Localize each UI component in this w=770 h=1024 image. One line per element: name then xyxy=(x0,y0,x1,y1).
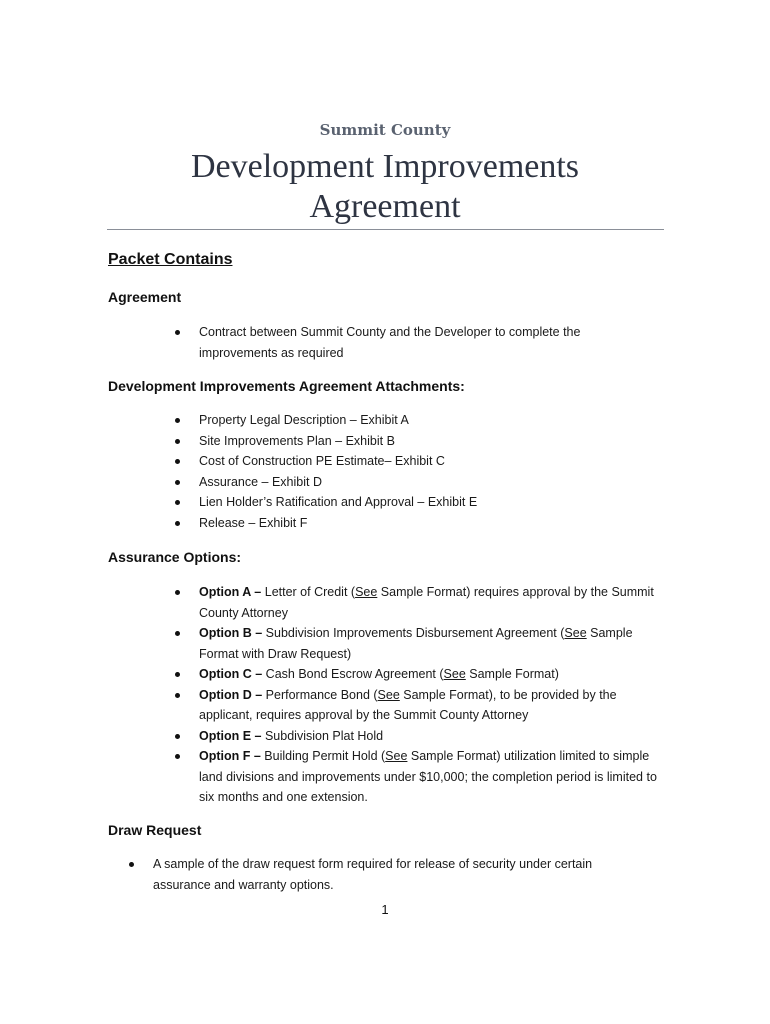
title-line-1: Development Improvements xyxy=(190,148,580,185)
draw-request-list xyxy=(153,854,623,895)
title-divider xyxy=(107,229,664,230)
bullet-icon xyxy=(129,862,134,867)
assurance-option-item: Option F – Building Permit Hold (See Sample Format) utilization limited to simple land divisions and improvements under $10,000; the completion period is limited to six months and one extension. xyxy=(199,746,669,808)
bullet-icon xyxy=(175,500,180,505)
option-label: Option E – xyxy=(199,728,262,743)
title-line-2: Agreement xyxy=(309,188,461,225)
assurance-option-item: Option C – Cash Bond Escrow Agreement (See Sample Format) xyxy=(199,664,669,685)
option-label: Option A – xyxy=(199,585,262,599)
bullet-icon xyxy=(175,480,180,485)
assurance-option-item: Option A – Letter of Credit (See Sample Format) requires approval by the Summit County Attorney xyxy=(199,582,669,623)
see-link: See xyxy=(377,687,400,702)
attachment-item: Assurance – Exhibit D xyxy=(199,472,669,493)
packet-contains-heading: Packet Contains xyxy=(108,251,233,268)
county-name: Summit County xyxy=(319,121,451,139)
page-number: 1 xyxy=(381,902,389,917)
assurance-options-list xyxy=(199,582,669,808)
bullet-icon xyxy=(175,631,180,636)
bullet-icon xyxy=(175,734,180,739)
attachment-item: Property Legal Description – Exhibit A xyxy=(199,410,669,431)
bullet-icon xyxy=(175,693,180,698)
bullet-icon xyxy=(175,672,180,677)
attachment-item: Site Improvements Plan – Exhibit B xyxy=(199,431,669,452)
option-label: Option D – xyxy=(199,687,263,702)
bullet-icon xyxy=(175,754,180,759)
see-link: See xyxy=(355,585,378,599)
bullet-icon xyxy=(175,590,180,595)
bullet-icon xyxy=(175,521,180,526)
draw-request-heading: Draw Request xyxy=(108,822,202,838)
bullet-icon xyxy=(175,459,180,464)
bullet-icon xyxy=(175,439,180,444)
list-item: A sample of the draw request form required for release of security under certain assurance and warranty options. xyxy=(153,854,623,895)
assurance-option-item: Option E – Subdivision Plat Hold xyxy=(199,726,669,747)
see-link: See xyxy=(443,667,466,681)
attachment-item: Release – Exhibit F xyxy=(199,513,669,534)
agreement-heading: Agreement xyxy=(108,289,182,305)
assurance-options-heading: Assurance Options: xyxy=(108,549,242,565)
document-title xyxy=(0,147,770,227)
attachments-heading: Development Improvements Agreement Attachments: xyxy=(108,378,465,394)
bullet-icon xyxy=(175,418,180,423)
bullet-icon xyxy=(175,330,180,335)
attachment-item: Lien Holder’s Ratification and Approval – Exhibit E xyxy=(199,492,669,513)
see-link: See xyxy=(385,749,408,763)
attachments-list xyxy=(199,410,669,533)
option-label: Option B – xyxy=(199,626,263,640)
assurance-option-item: Option B – Subdivision Improvements Disbursement Agreement (See Sample Format with Draw Request) xyxy=(199,623,669,664)
option-label: Option C – xyxy=(199,667,263,681)
see-link: See xyxy=(564,626,587,640)
option-label: Option F – xyxy=(199,749,261,763)
attachment-item: Cost of Construction PE Estimate– Exhibit C xyxy=(199,451,669,472)
agreement-list xyxy=(199,322,629,363)
list-item: Contract between Summit County and the Developer to complete the improvements as required xyxy=(199,322,629,363)
assurance-option-item: Option D – Performance Bond (See Sample Format), to be provided by the applicant, requires approval by the Summit County Attorney xyxy=(199,685,669,726)
